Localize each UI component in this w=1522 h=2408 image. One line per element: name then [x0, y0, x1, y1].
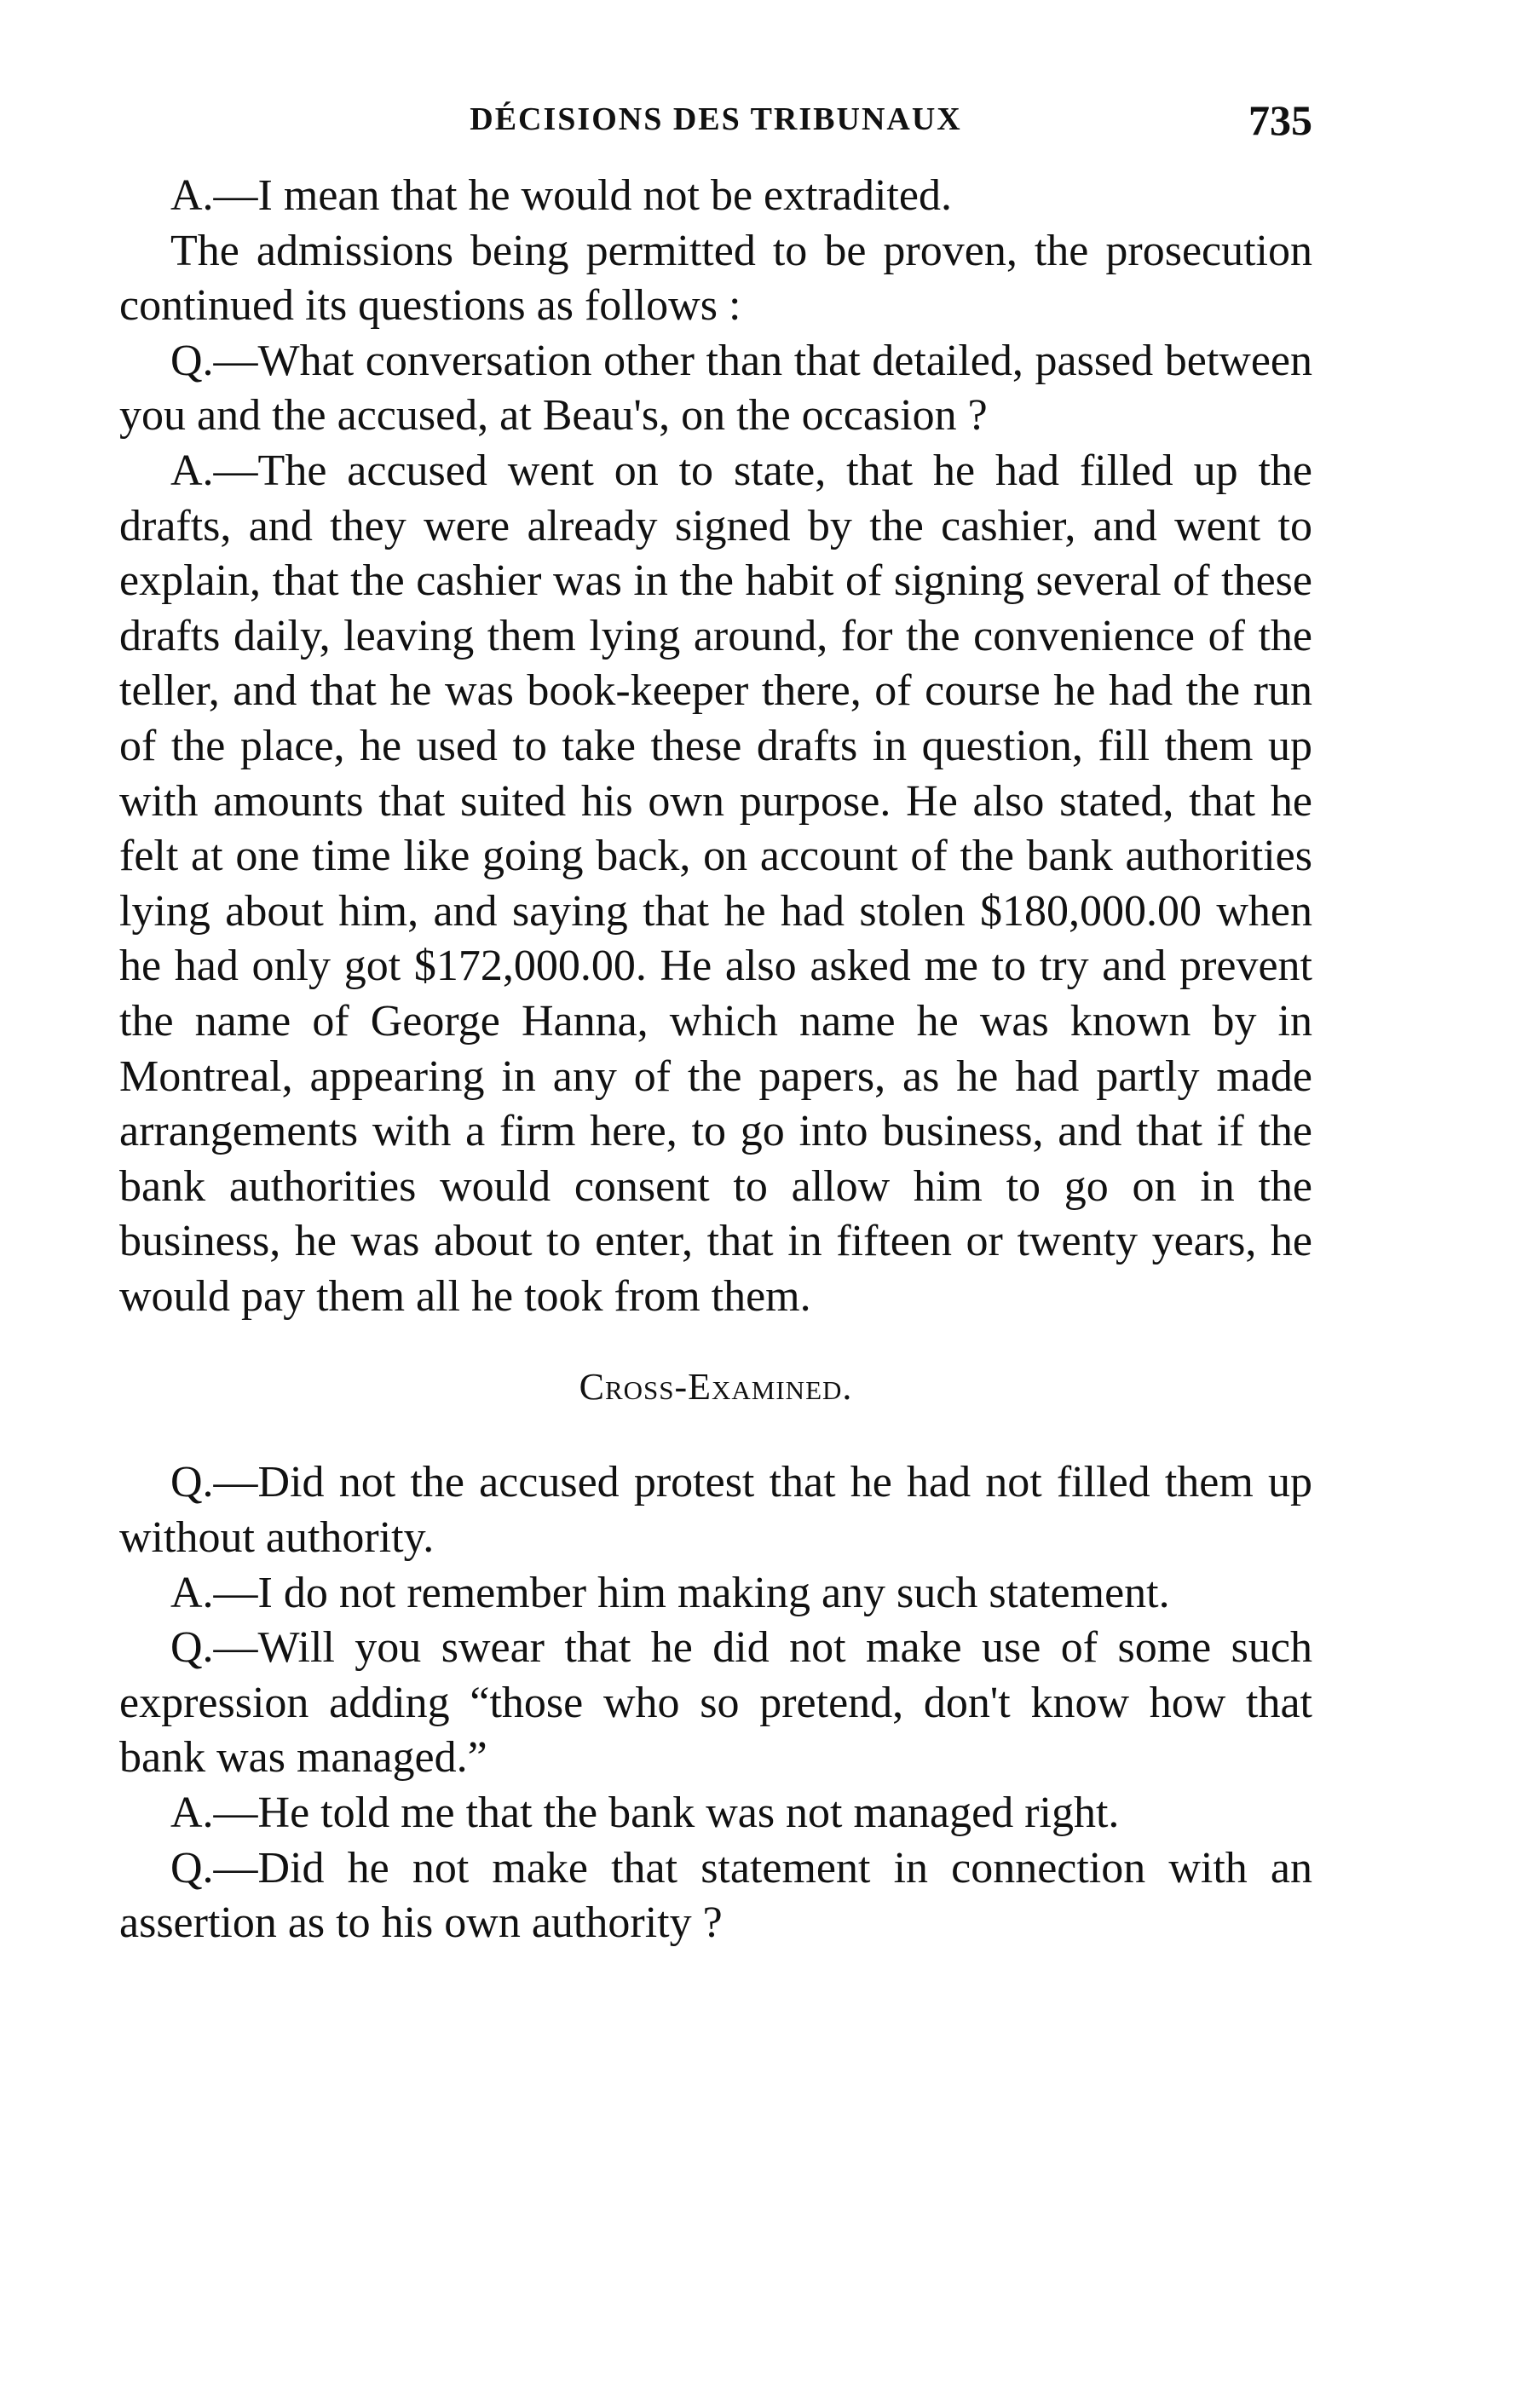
paragraph: A.—I mean that he would not be extradited.: [170, 171, 952, 220]
running-head: [119, 92, 1312, 169]
paragraph: A.—He told me that the bank was not managed right.: [170, 1789, 1120, 1838]
paragraph: Q.—Will you swear that he did not make use of some such expression adding “those who so pretend, don't know how that bank was managed.”: [119, 1623, 1312, 1783]
paragraph: Q.—Did not the accused protest that he had not filled them up without authority.: [119, 1458, 1312, 1563]
paragraph: Q.—What conversation other than that detailed, passed between you and the accused, at Beau's, on the occasion ?: [119, 336, 1312, 441]
paragraph: The admissions being permitted to be proven, the prosecution continued its questions as follows :: [119, 226, 1312, 331]
paragraph: A.—The accused went on to state, that he had filled up the drafts, and they were already signed by the cashier, and went to explain, that the cashier was in the habit of signing several of these drafts daily, leaving them lying around, for the convenience of the teller, and that he was book-keeper there, of course he had the run of the place, he used to take these drafts in question, fill them up with amounts that suited his own purpose. He also stated, that he felt at one time like going back, on account of the bank authorities lying about him, and saying that he had stolen $180,000.00 when he had only got $172,000.00. He also asked me to try and prevent the name of George Hanna, which name he was known by in Montreal, appearing in any of the papers, as he had partly made arrangements with a firm here, to go into business, and that if the bank authorities would consent to allow him to go on in the business, he was about to enter, that in fifteen or twenty years, he would pay them all he took from them.: [119, 446, 1312, 1321]
running-title: DÉCISIONS DES TRIBUNAUX: [470, 101, 962, 137]
page-number: 735: [1248, 96, 1312, 144]
section-heading: Cross-Examined.: [579, 1366, 853, 1409]
body-text: [119, 169, 1312, 1951]
paragraph: A.—I do not remember him making any such statement.: [170, 1568, 1170, 1617]
paragraph: Q.—Did he not make that statement in connection with an assertion as to his own authority ?: [119, 1843, 1312, 1948]
book-page: [119, 92, 1312, 1951]
